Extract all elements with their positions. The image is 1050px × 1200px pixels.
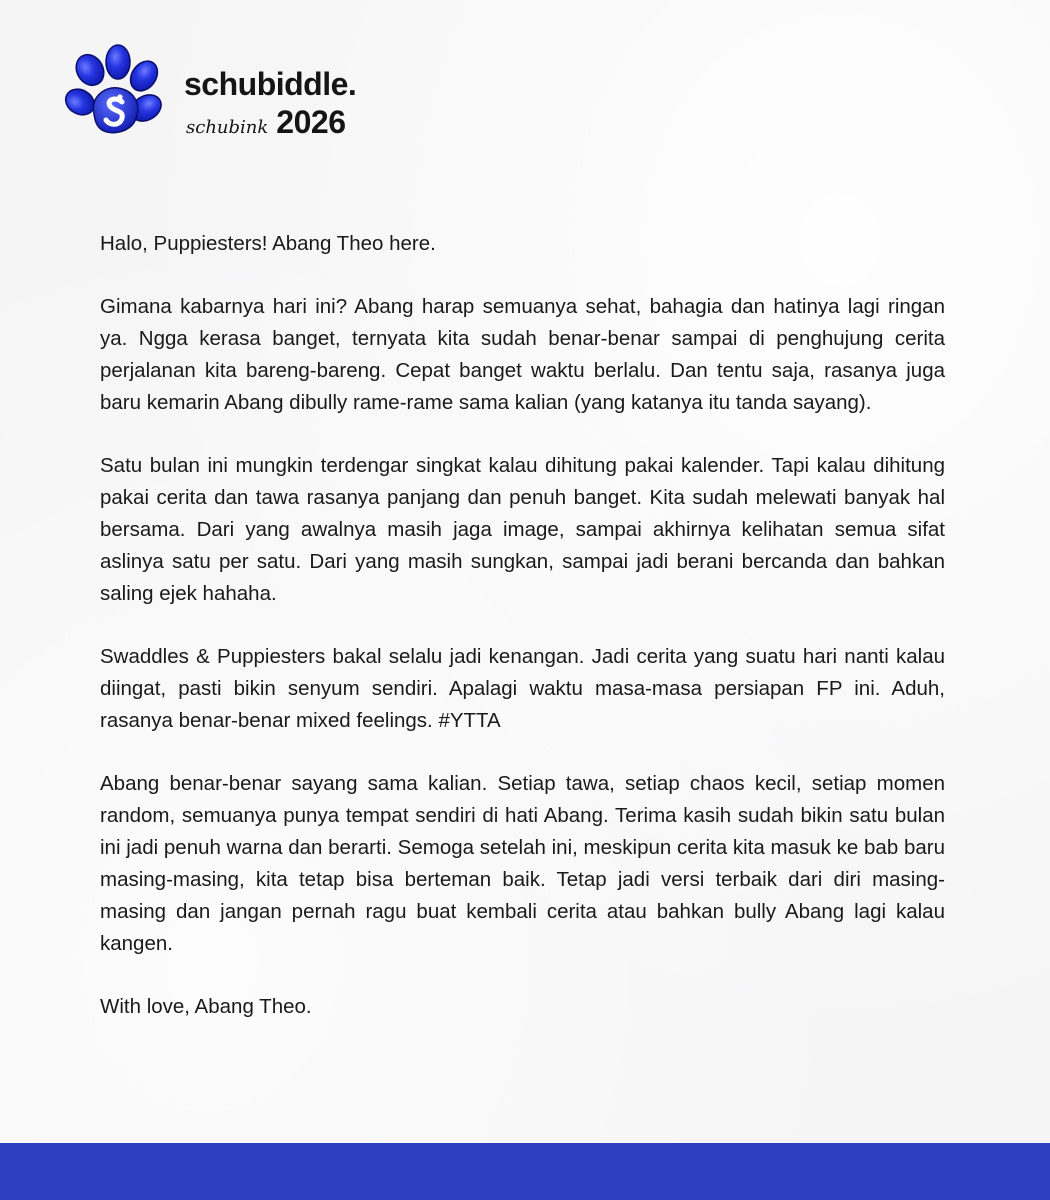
letter-paragraph: Satu bulan ini mungkin terdengar singkat kalau dihitung pakai kalender. Tapi kalau dihitung pakai cerita dan tawa rasanya panjang dan penuh banget. Kita sudah melewati banyak hal bersama. Dari yang awalnya masih jaga image, sampai akhirnya kelihatan semua sifat aslinya satu per satu. Dari yang masih sungkan, sampai jadi berani bercanda dan bahkan saling ejek hahaha.: [100, 454, 945, 605]
letter-paragraph: Abang benar-benar sayang sama kalian. Setiap tawa, setiap chaos kecil, setiap momen random, semuanya punya tempat sendiri di hati Abang. Terima kasih sudah bikin satu bulan ini jadi penuh warna dan berarti. Semoga setelah ini, meskipun cerita kita masuk ke bab baru masing-masing, kita tetap bisa berteman baik. Tetap jadi versi terbaik dari diri masing-masing dan jangan pernah ragu buat kembali cerita atau bahkan bully Abang lagi kalau kangen.: [100, 772, 945, 955]
letter-greeting: Halo, Puppiesters! Abang Theo here.: [100, 232, 436, 255]
brand-script-signature: schubink: [186, 117, 269, 138]
letter-closing: With love, Abang Theo.: [100, 995, 312, 1018]
brand-name: schubiddle.: [184, 66, 357, 102]
brand-subtitle: [186, 104, 345, 140]
blue-flower-paw-icon: [60, 40, 170, 150]
letter-paragraph: Swaddles & Puppiesters bakal selalu jadi kenangan. Jadi cerita yang suatu hari nanti kalau diingat, pasti bikin senyum sendiri. Apalagi waktu masa-masa persiapan FP ini. Aduh, rasanya benar-benar mixed feelings. #YTTA: [100, 645, 945, 732]
letter-body: [100, 228, 945, 1023]
letter-paragraph: Gimana kabarnya hari ini? Abang harap semuanya sehat, bahagia dan hatinya lagi ringan ya. Ngga kerasa banget, ternyata kita sudah benar-benar sampai di penghujung cerita perjalanan kita bareng-bareng. Cepat banget waktu berlalu. Dan tentu saja, rasanya juga baru kemarin Abang dibully rame-rame sama kalian (yang katanya itu tanda sayang).: [100, 295, 945, 414]
footer-accent-bar: [0, 1143, 1050, 1200]
brand-year: 2026: [276, 104, 346, 140]
